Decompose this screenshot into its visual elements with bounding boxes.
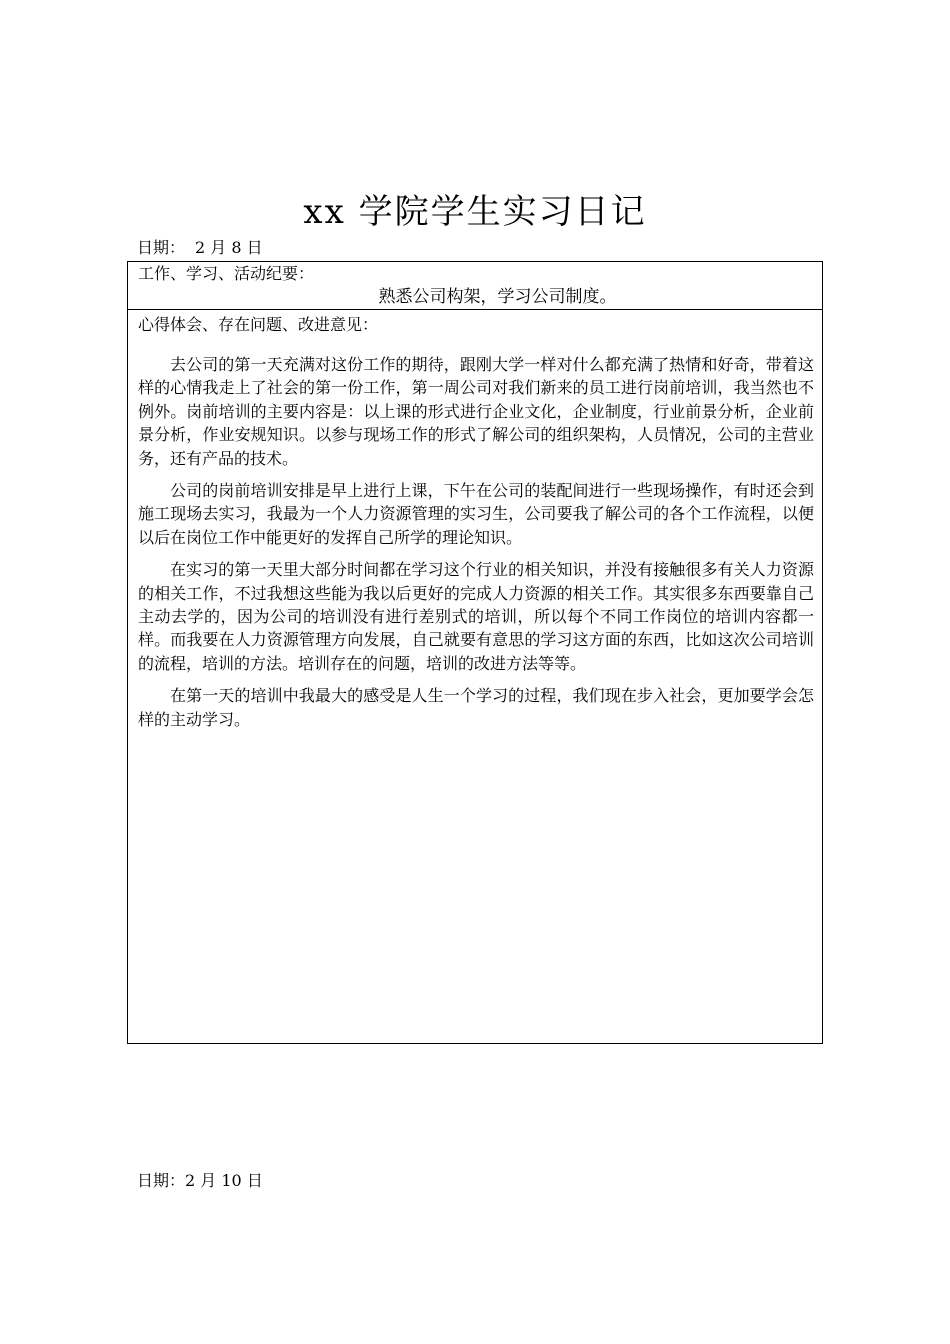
summary-row xyxy=(128,262,822,310)
paragraph: 在第一天的培训中我最大的感受是人生一个学习的过程，我们现在步入社会，更加要学会怎样的主动学习。 xyxy=(138,686,814,729)
paragraph: 去公司的第一天充满对这份工作的期待，跟刚大学一样对什么都充满了热情和好奇，带着这样的心情我走上了社会的第一份工作，第一周公司对我们新来的员工进行岗前培训，我当然也不例外。岗前培训的主要内容是：以上课的形式进行企业文化，企业制度，行业前景分析，企业前景分析，作业安规知识。以参与现场工作的形式了解公司的组织架构，人员情况，公司的主营业务，还有产品的技术。 xyxy=(138,355,814,468)
next-entry-date xyxy=(137,1170,263,1192)
paragraph: 公司的岗前培训安排是早上进行上课，下午在公司的装配间进行一些现场操作，有时还会到施工现场去实习，我最为一个人力资源管理的实习生，公司要我了解公司的各个工作流程，以便以后在岗位工作中能更好的发挥自己所学的理论知识。 xyxy=(138,481,814,547)
reflection-row xyxy=(128,310,822,1043)
paragraph: 在实习的第一天里大部分时间都在学习这个行业的相关知识，并没有接触很多有关人力资源的相关工作，不过我想这些能为我以后更好的完成人力资源的相关工作。其实很多东西要靠自己主动去学的，因为公司的培训没有进行差别式的培训，所以每个不同工作岗位的培训内容都一样。而我要在人力资源管理方向发展，自己就要有意思的学习这方面的东西，比如这次公司培训的流程，培训的方法。培训存在的问题，培训的改进方法等等。 xyxy=(138,560,814,673)
summary-label: 工作、学习、活动纪要： xyxy=(138,264,315,283)
date-label: 日期： xyxy=(137,1171,186,1190)
date-value: 2 月 10 日 xyxy=(185,1171,263,1190)
diary-table xyxy=(127,261,823,1044)
summary-text: 熟悉公司构架，学习公司制度。 xyxy=(378,287,617,307)
entry-date xyxy=(137,237,263,259)
page-title: xx 学院学生实习日记 xyxy=(303,192,647,232)
date-value: 2 月 8 日 xyxy=(195,238,263,257)
date-label: 日期： xyxy=(137,238,186,257)
reflection-body xyxy=(138,353,814,740)
reflection-label: 心得体会、存在问题、改进意见： xyxy=(138,315,379,334)
